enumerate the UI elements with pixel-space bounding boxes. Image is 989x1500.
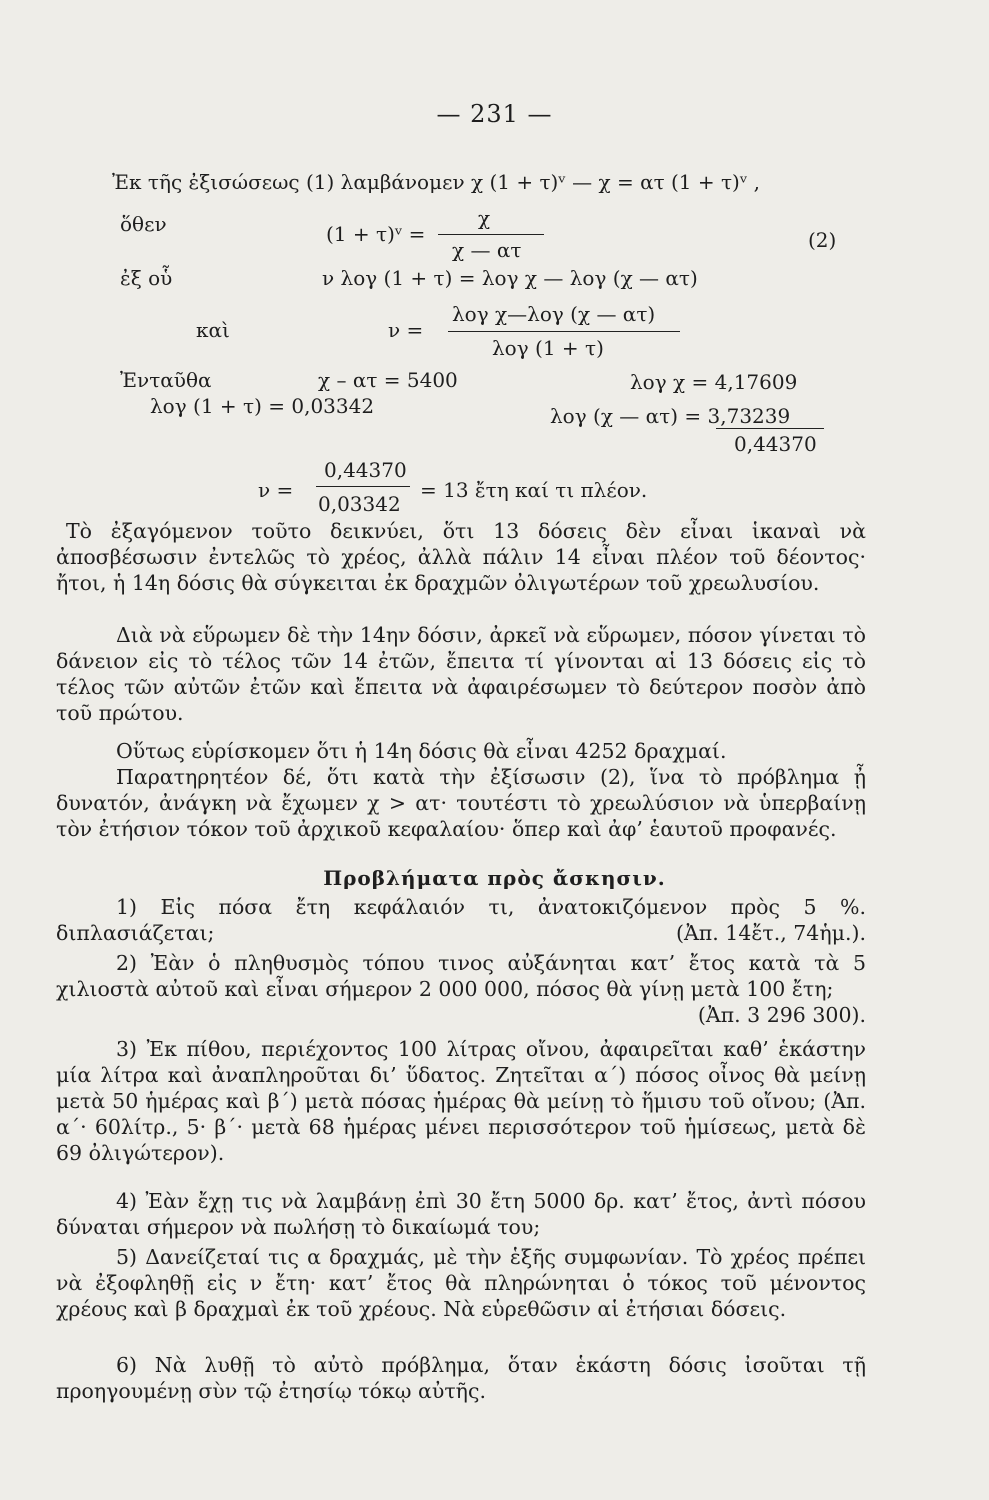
exercise-6-text: 6) Νὰ λυθῇ τὸ αὐτὸ πρόβλημα, ὅταν ἑκάστη δόσις ἰσοῦται τῇ προηγουμένῃ σὺν τῷ ἐτησίῳ τόκῳ αὐτῆς. xyxy=(56,1353,866,1403)
exercise-1 xyxy=(56,894,866,946)
eq2-tag: (2) xyxy=(808,228,837,252)
value-2-left: λογ (1 + τ) = 0,03342 xyxy=(150,394,375,418)
eq2-numerator: χ xyxy=(478,206,491,230)
exercise-5 xyxy=(56,1244,866,1322)
derivation-line-1: Ἐκ τῆς ἐξισώσεως (1) λαμβάνομεν χ (1 + τ)ᵛ — χ = ατ (1 + τ)ᵛ , xyxy=(112,170,761,194)
page-number: — 231 — xyxy=(436,100,553,128)
label-entautha: Ἐνταῦθα xyxy=(120,368,212,392)
label-ex-ou: ἐξ οὗ xyxy=(120,266,173,290)
eq2-denominator: χ — ατ xyxy=(452,238,522,262)
exercise-5-text: 5) Δανείζεταί τις α δραχμάς, μὲ τὴν ἑξῆς συμφωνίαν. Τὸ χρέος πρέπει νὰ ἐξοφληθῇ εἰς ν ἔτη· κατ’ ἔτος θὰ πληρώνηται ὁ τόκος τοῦ μένοντος χρέους καὶ β δραχμαὶ ἐκ τοῦ χρέους. Νὰ εὑρεθῶσιν αἱ ἐτήσιαι δόσεις. xyxy=(56,1245,866,1321)
nu-numerator: λογ χ—λογ (χ — ατ) xyxy=(452,302,656,326)
result-rhs: = 13 ἔτη καί τι πλέον. xyxy=(420,478,648,502)
exercise-2-answer: (Ἀπ. 3 296 300). xyxy=(697,1003,866,1027)
result-denominator: 0,03342 xyxy=(318,492,401,516)
label-kai: καὶ xyxy=(196,318,230,342)
nu-fraction-bar xyxy=(448,331,680,332)
exercise-4-text: 4) Ἐὰν ἔχῃ τις νὰ λαμβάνῃ ἐπὶ 30 ἔτη 5000 δρ. κατ’ ἔτος, ἀντὶ πόσου δύναται σήμερον νὰ πωλήσῃ τὸ δικαίωμά του; xyxy=(56,1189,866,1239)
value-2-right: λογ (χ — ατ) = 3,73239 xyxy=(550,404,791,428)
eq2-lhs: (1 + τ)ᵛ = xyxy=(326,222,426,246)
subtraction-rule xyxy=(716,428,824,429)
eq2-fraction-bar xyxy=(438,234,544,235)
exercise-6 xyxy=(56,1352,866,1404)
log-equation: ν λογ (1 + τ) = λογ χ — λογ (χ — ατ) xyxy=(322,266,698,290)
exercise-2 xyxy=(56,950,866,1028)
section-heading: Προβλήματα πρὸς ἄσκησιν. xyxy=(323,866,666,890)
exercise-4 xyxy=(56,1188,866,1240)
result-numerator: 0,44370 xyxy=(324,458,407,482)
label-othen: ὅθεν xyxy=(120,212,167,236)
paragraph-1: Τὸ ἐξαγόμενον τοῦτο δεικνύει, ὅτι 13 δόσεις δὲν εἶναι ἱκαναὶ νὰ ἀποσβέσωσιν ἐντελῶς τὸ χρέος, ἀλλὰ πάλιν 14 εἶναι πλέον τοῦ δέοντος· ἤτοι, ἡ 14η δόσις θὰ σύγκειται ἐκ δραχμῶν ὀλιγωτέρων τοῦ χρεωλυσίου. xyxy=(56,519,866,595)
nu-denominator: λογ (1 + τ) xyxy=(492,336,604,360)
paragraph-2: Διὰ νὰ εὕρωμεν δὲ τὴν 14ην δόσιν, ἀρκεῖ νὰ εὕρωμεν, πόσον γίνεται τὸ δάνειον εἰς τὸ τέλος τῶν 14 ἐτῶν, ἔπειτα τί γίνονται αἱ 13 δόσεις εἰς τὸ τέλος τῶν αὐτῶν ἐτῶν καὶ ἔπειτα νὰ ἀφαιρέσωμεν τὸ δεύτερον ποσὸν ἀπὸ τοῦ πρώτου. xyxy=(56,623,866,725)
value-1-left: χ – ατ = 5400 xyxy=(318,368,458,392)
paragraph-3: Οὕτως εὑρίσκομεν ὅτι ἡ 14η δόσις θὰ εἶναι 4252 δραχμαί. xyxy=(116,739,727,763)
result-fraction-bar xyxy=(316,486,410,487)
exercise-3-text: 3) Ἐκ πίθου, περιέχοντος 100 λίτρας οἴνου, ἀφαιρεῖται καθ’ ἑκάστην μία λίτρα καὶ ἀναπληροῦται δι’ ὕδατος. Ζητεῖται α´) πόσος οἶνος θὰ μείνῃ μετὰ 50 ἡμέρας καὶ β´) μετὰ πόσας ἡμέρας θὰ μείνῃ τὸ ἥμισυ τοῦ οἴνου; (Ἀπ. α´· 60λίτρ., 5· β´· μετὰ 68 ἡμέρας μένει περισσότερον τοῦ ἡμίσεως, μετὰ δὲ 69 ὀλιγώτερον). xyxy=(56,1037,866,1165)
paragraph-4: Παρατηρητέον δέ, ὅτι κατὰ τὴν ἐξίσωσιν (2), ἵνα τὸ πρόβλημα ᾖ δυνατόν, ἀνάγκη νὰ ἔχωμεν χ > ατ· τουτέστι τὸ χρεωλύσιον νὰ ὑπερβαίνῃ τὸν ἐτήσιον τόκον τοῦ ἀρχικοῦ κεφαλαίου· ὅπερ καὶ ἀφ’ ἑαυτοῦ προφανές. xyxy=(56,765,866,841)
result-lhs: ν = xyxy=(258,478,294,502)
nu-lhs: ν = xyxy=(388,318,424,342)
difference-value: 0,44370 xyxy=(734,432,817,456)
exercise-3 xyxy=(56,1036,866,1166)
exercise-1-answer: (Ἀπ. 14ἔτ., 74ἡμ.). xyxy=(675,921,866,945)
exercise-2-text: 2) Ἐὰν ὁ πληθυσμὸς τόπου τινος αὐξάνηται κατ’ ἔτος κατὰ τὰ 5 χιλιοστὰ αὐτοῦ καὶ εἶναι σήμερον 2 000 000, πόσος θὰ γίνῃ μετὰ 100 ἔτη; xyxy=(56,951,866,1001)
exercise-1-text: 1) Εἰς πόσα ἔτη κεφάλαιόν τι, ἀνατοκιζόμενον πρὸς 5 %. διπλασιάζεται; xyxy=(56,895,866,945)
value-1-right: λογ χ = 4,17609 xyxy=(630,370,798,394)
